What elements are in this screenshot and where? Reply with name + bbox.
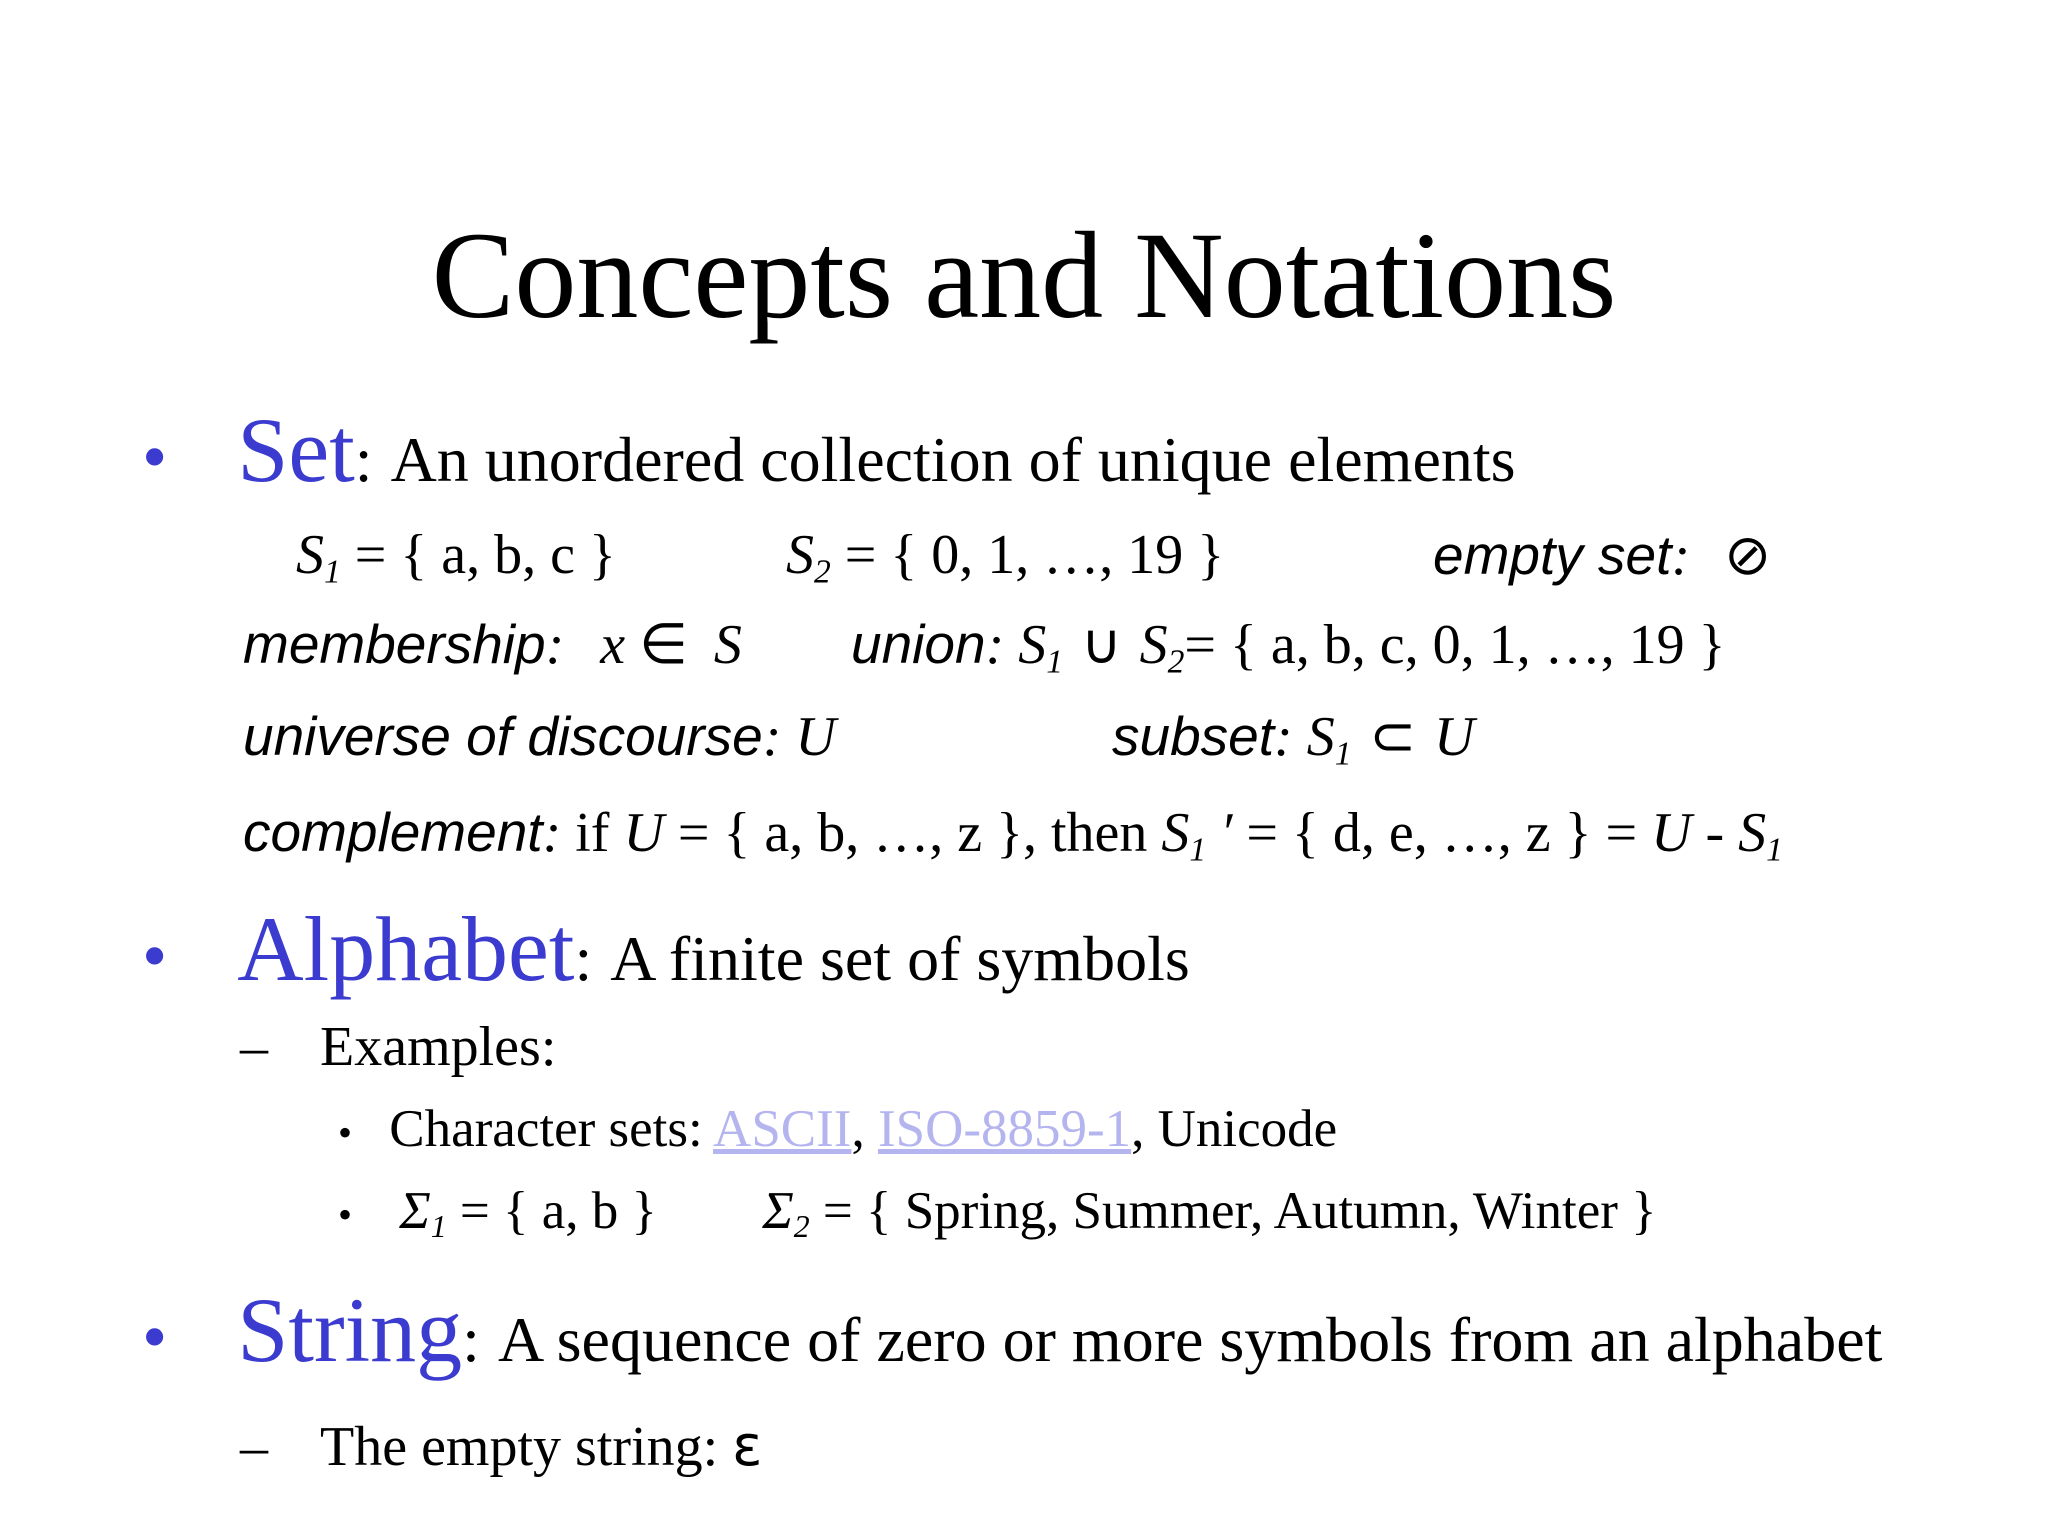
subset-colon: : bbox=[1274, 706, 1293, 768]
union-value: = { a, b, c, 0, 1, …, 19 } bbox=[1184, 614, 1726, 676]
sigma1-value: = { a, b } bbox=[446, 1182, 657, 1240]
universe-expression bbox=[243, 701, 836, 772]
term-set: Set bbox=[237, 399, 355, 501]
complement-if: if bbox=[561, 802, 624, 864]
examples-item bbox=[240, 1012, 556, 1082]
membership-expression bbox=[243, 609, 742, 680]
membership-s: S bbox=[713, 614, 742, 676]
complement-prime: ′ bbox=[1206, 802, 1233, 864]
slide-title: Concepts and Notations bbox=[431, 207, 1617, 344]
dash-marker: – bbox=[240, 1016, 268, 1078]
set-s2-expression bbox=[786, 520, 1224, 590]
complement-u-value: = { a, b, …, z }, then bbox=[663, 802, 1162, 864]
membership-colon: : bbox=[545, 614, 565, 676]
empty-set-label: empty set bbox=[1433, 524, 1672, 586]
membership-x: x bbox=[600, 614, 626, 676]
term-alphabet: Alphabet bbox=[237, 898, 575, 1000]
s2-value: = { 0, 1, …, 19 } bbox=[830, 524, 1225, 586]
subset-expression bbox=[1112, 701, 1474, 772]
sigma2-symbol: Σ bbox=[762, 1182, 794, 1240]
bullet-string bbox=[142, 1279, 1883, 1381]
complement-label: complement bbox=[243, 801, 543, 863]
union-colon: : bbox=[985, 614, 1005, 676]
epsilon-symbol: ε bbox=[732, 1414, 763, 1479]
complement-minus: - bbox=[1691, 802, 1739, 864]
bullet-alphabet bbox=[142, 898, 1190, 1000]
empty-set-icon: ⊘ bbox=[1724, 523, 1772, 588]
sigma2-subscript: 2 bbox=[793, 1208, 810, 1244]
bullet-dot: • bbox=[142, 1297, 168, 1377]
subset-label: subset bbox=[1112, 705, 1275, 767]
membership-label: membership bbox=[243, 613, 546, 675]
element-of-icon: ∈ bbox=[639, 612, 688, 677]
universe-colon: : bbox=[762, 706, 782, 768]
complement-s: S bbox=[1161, 802, 1190, 864]
set-colon: : bbox=[354, 424, 373, 495]
link-separator: , bbox=[851, 1100, 878, 1158]
complement-expression bbox=[243, 797, 1783, 868]
set-definition: An unordered collection of unique elements bbox=[390, 424, 1516, 495]
sigma1-subscript: 1 bbox=[430, 1208, 447, 1244]
sigma-item bbox=[338, 1178, 1657, 1248]
bullet-dot: • bbox=[142, 417, 168, 497]
s2-symbol: S bbox=[786, 524, 814, 586]
complement-u: U bbox=[623, 802, 664, 864]
empty-string-item bbox=[240, 1412, 762, 1482]
union-s2-subscript: 2 bbox=[1167, 643, 1185, 681]
complement-s-subscript: 1 bbox=[1189, 831, 1207, 869]
union-expression bbox=[851, 609, 1725, 680]
bullet-dot: • bbox=[142, 916, 168, 996]
examples-label: Examples: bbox=[320, 1016, 557, 1078]
iso-8859-1-link[interactable]: ISO-8859-1 bbox=[877, 1100, 1132, 1158]
dash-marker: – bbox=[240, 1416, 268, 1478]
universe-u: U bbox=[795, 706, 836, 768]
subset-s: S bbox=[1306, 706, 1335, 768]
subset-icon: ⊂ bbox=[1351, 704, 1435, 769]
string-definition: A sequence of zero or more symbols from an alphabet bbox=[497, 1304, 1883, 1375]
character-sets-suffix: , Unicode bbox=[1131, 1100, 1338, 1158]
term-string: String bbox=[237, 1279, 463, 1381]
complement-s2-subscript: 1 bbox=[1766, 831, 1783, 869]
sigma2-value: = { Spring, Summer, Autumn, Winter } bbox=[809, 1182, 1657, 1240]
s1-value: = { a, b, c } bbox=[340, 524, 616, 586]
empty-set-colon: : bbox=[1671, 525, 1691, 587]
union-label: union bbox=[851, 613, 986, 675]
complement-value: = { d, e, …, z } = bbox=[1232, 802, 1652, 864]
universe-label: universe of discourse bbox=[243, 705, 763, 767]
empty-string-label: The empty string: bbox=[320, 1416, 733, 1478]
complement-s2: S bbox=[1738, 802, 1767, 864]
complement-u2: U bbox=[1651, 802, 1692, 864]
alphabet-definition: A finite set of symbols bbox=[610, 923, 1190, 994]
union-icon: ∪ bbox=[1063, 612, 1140, 677]
character-sets-item bbox=[338, 1096, 1337, 1166]
union-s1: S bbox=[1018, 614, 1047, 676]
set-s1-expression bbox=[296, 520, 616, 590]
bullet-set bbox=[142, 399, 1516, 501]
ascii-link[interactable]: ASCII bbox=[713, 1100, 852, 1158]
character-sets-label: Character sets: bbox=[389, 1100, 714, 1158]
s2-subscript: 2 bbox=[814, 553, 831, 591]
union-s1-subscript: 1 bbox=[1046, 643, 1064, 681]
empty-set-expression bbox=[1433, 520, 1771, 591]
subset-u: U bbox=[1434, 706, 1475, 768]
string-colon: : bbox=[462, 1304, 480, 1375]
sub-bullet-dot: • bbox=[338, 1192, 353, 1237]
sigma1-symbol: Σ bbox=[399, 1182, 431, 1240]
subset-subscript: 1 bbox=[1334, 735, 1352, 773]
alphabet-colon: : bbox=[574, 923, 593, 994]
sub-bullet-dot: • bbox=[338, 1110, 353, 1155]
union-s2: S bbox=[1139, 614, 1168, 676]
s1-symbol: S bbox=[296, 524, 324, 586]
complement-colon: : bbox=[542, 802, 562, 864]
s1-subscript: 1 bbox=[324, 553, 341, 591]
